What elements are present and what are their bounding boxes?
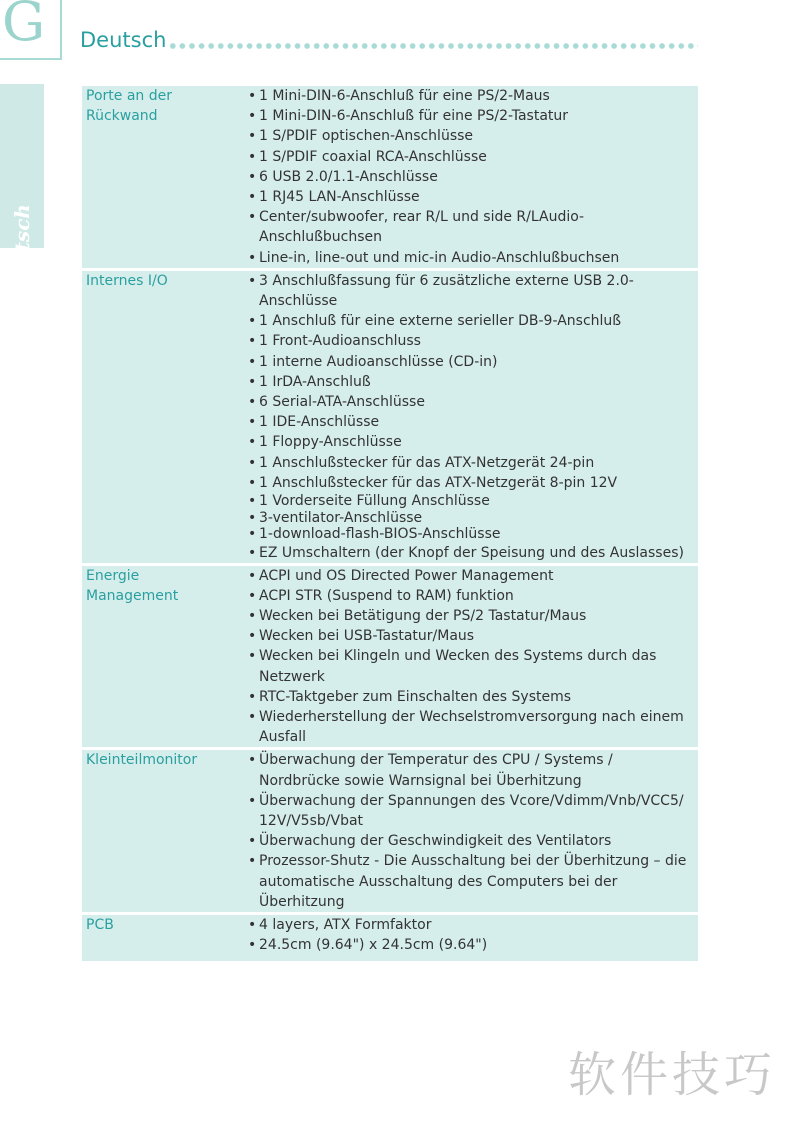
spec-table [82,86,698,964]
page-title: Deutsch [80,28,167,52]
spec-item: • EZ Umschaltern (der Knopf der Speisung und des Auslasses) [248,543,694,563]
spec-row-power-management [82,566,698,748]
spec-item: • Überwachung der Geschwindigkeit des Ventilators [248,831,694,851]
spec-item: • Wecken bei Klingeln und Wecken des Systems durch das Netzwerk [248,646,694,686]
spec-items [240,271,698,493]
side-language-tab [0,84,44,296]
spec-item: • 1 Anschluß für eine externe serieller DB-9-Anschluß [248,311,694,331]
spec-label-line: Internes I/O [86,272,168,289]
spec-item: • 1 interne Audioanschlüsse (CD-in) [248,352,694,372]
spec-item: • 1 Anschlußstecker für das ATX-Netzgerät 8-pin 12V [248,473,694,493]
spec-item: • 1 Mini-DIN-6-Anschluß für eine PS/2-Tastatur [248,106,694,126]
spec-row-rear-ports [82,86,698,268]
watermark-text: 软件技巧 [568,1047,777,1103]
chapter-letter: G [2,0,46,53]
spec-item: • 1 Front-Audioanschluss [248,331,694,351]
spec-item: • 1 Vorderseite Füllung Anschlüsse [248,493,694,510]
spec-label [82,86,240,268]
spec-item: • 1 RJ45 LAN-Anschlüsse [248,187,694,207]
spec-item: • 3 Anschlußfassung für 6 zusätzliche externe USB 2.0-Anschlüsse [248,271,694,311]
spec-items-compact [240,493,698,563]
spec-item: • Wiederherstellung der Wechselstromversorgung nach einem Ausfall [248,707,694,747]
spec-item: • Prozessor-Shutz - Die Ausschaltung bei der Überhitzung – die automatische Ausschaltung des Computers bei der Überhitzung [248,851,694,912]
spec-item: • RTC-Taktgeber zum Einschalten des Systems [248,687,694,707]
spec-row-hardware-monitor [82,750,698,912]
spec-item: • ACPI und OS Directed Power Management [248,566,694,586]
spec-item: • Überwachung der Spannungen des Vcore/Vdimm/Vnb/VCC5/ 12V/V5sb/Vbat [248,791,694,831]
spec-item: • ACPI STR (Suspend to RAM) funktion [248,586,694,606]
header-dotted-rule [168,42,698,50]
spec-label-line: Porte an der [86,88,172,104]
spec-label [82,271,240,563]
chapter-letter-box [0,0,62,60]
spec-item: • 24.5cm (9.64") x 24.5cm (9.64") [248,935,694,955]
spec-label [82,915,240,955]
spec-item: • Überwachung der Temperatur des CPU / Systems / Nordbrücke sowie Warnsignal bei Überhitzung [248,750,694,790]
spec-label-line: Energie [86,567,140,584]
spec-label [82,566,240,748]
spec-label-line: Management [86,587,179,604]
spec-label-line: Kleinteilmonitor [86,752,198,769]
spec-item: • 1 S/PDIF coaxial RCA-Anschlüsse [248,147,694,167]
spec-items [240,566,698,748]
spec-item: • Wecken bei Betätigung der PS/2 Tastatur/Maus [248,606,694,626]
spec-item: • 1-download-flash-BIOS-Anschlüsse [248,526,694,543]
spec-item: • 1 IrDA-Anschluß [248,372,694,392]
spec-row-internal-io [82,271,698,563]
spec-item: • 1 IDE-Anschlüsse [248,412,694,432]
spec-item: • 1 Mini-DIN-6-Anschluß für eine PS/2-Maus [248,86,694,106]
spec-item: • Line-in, line-out und mic-in Audio-Anschlußbuchsen [248,248,694,268]
spec-item: • 6 USB 2.0/1.1-Anschlüsse [248,167,694,187]
spec-row-pcb [82,915,698,961]
spec-item: • Center/subwoofer, rear R/L und side R/LAudio-Anschlußbuchsen [248,207,694,247]
spec-item: • 4 layers, ATX Formfaktor [248,915,694,935]
spec-items [240,915,698,955]
spec-item: • 1 Anschlußstecker für das ATX-Netzgerät 24-pin [248,453,694,473]
spec-items [240,86,698,268]
spec-label [82,750,240,912]
side-tab-label: Deutsch [10,204,34,296]
spec-item: • 3-ventilator-Anschlüsse [248,510,694,527]
spec-item: • Wecken bei USB-Tastatur/Maus [248,626,694,646]
spec-item: • 6 Serial-ATA-Anschlüsse [248,392,694,412]
spec-item: • 1 S/PDIF optischen-Anschlüsse [248,126,694,146]
spec-label-line: PCB [86,917,114,934]
spec-item: • 1 Floppy-Anschlüsse [248,432,694,452]
spec-items [240,750,698,912]
spec-label-line: Rückwand [86,108,158,124]
